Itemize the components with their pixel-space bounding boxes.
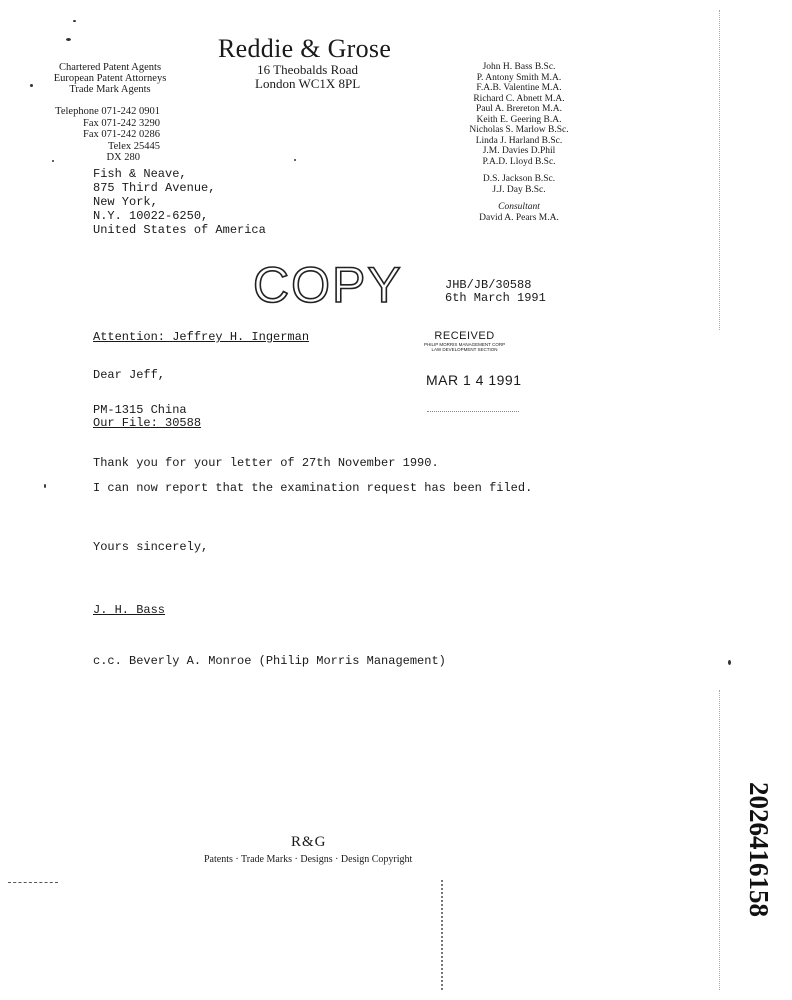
reference-code: JHB/JB/30588 [445,278,532,292]
subject-line: PM-1315 China [93,403,187,417]
partner: Keith E. Geering B.A. [476,114,562,125]
recipient-line: United States of America [93,223,266,237]
associate: D.S. Jackson B.Sc. [482,174,556,184]
partner: Linda J. Harland B.Sc. [475,135,563,146]
partner-list [456,62,582,223]
recipient-address [93,167,266,237]
signatory: J. H. Bass [93,603,166,617]
role-line: Trade Mark Agents [69,84,151,95]
scan-speck [294,159,296,161]
partner: P.A.D. Lloyd B.Sc. [482,156,556,167]
scan-speck [52,160,54,162]
recipient-line: New York, [93,195,158,209]
partner: J.M. Davies D.Phil [482,146,556,156]
partner: Richard C. Abnett M.A. [473,93,565,104]
attention-line: Attention: Jeffrey H. Ingerman [93,330,310,344]
salutation: Dear Jeff, [93,368,166,382]
partner: F.A.B. Valentine M.A. [476,83,562,93]
received-org: PHILIP MORRIS MANAGEMENT CORP [424,342,506,347]
copy-stamp-text: COPY [253,257,403,313]
scan-edge-noise [441,880,443,990]
body-paragraph: I can now report that the examination request has been filed. [93,481,533,495]
copy-stamp [251,257,403,313]
closing: Yours sincerely, [93,540,209,554]
body-paragraph: Thank you for your letter of 27th November 1990. [93,456,439,470]
role-line: European Patent Attorneys [53,73,167,84]
address-line-2: London WC1X 8PL [255,76,361,91]
fax-2: Fax 071-242 0286 [83,129,160,140]
scan-speck [728,660,731,665]
footer-logo: R&G [291,834,327,850]
scan-edge-noise [719,690,720,990]
contact-details [40,106,160,164]
file-reference: Our File: 30588 [93,416,202,430]
scan-speck [30,84,33,87]
recipient-line: 875 Third Avenue, [93,181,216,195]
consultant: David A. Pears M.A. [479,212,559,223]
reference-block [445,279,546,305]
role-line: Chartered Patent Agents [58,62,162,73]
firm-address [255,63,360,91]
cc-line: c.c. Beverly A. Monroe (Philip Morris Management) [93,654,446,668]
associate: J.J. Day B.Sc. [492,184,546,195]
received-title: RECEIVED [434,330,495,342]
firm-name: Reddie & Grose [218,34,392,63]
scan-speck [44,484,46,488]
telephone: Telephone 071-242 0901 [55,106,160,117]
firm-roles [40,62,180,95]
received-stamp [424,330,505,352]
partner: Paul A. Brereton M.A. [475,104,563,114]
received-section: LAW DEVELOPMENT SECTION [431,347,498,352]
footer-services: Patents · Trade Marks · Designs · Design Copyright [204,854,413,865]
partner: John H. Bass B.Sc. [482,62,556,72]
received-date: MAR 1 4 1991 [426,372,522,388]
fax-1: Fax 071-242 3290 [83,117,160,129]
stamp-smudge [427,409,519,412]
dx: DX 280 [106,152,140,163]
partner: Nicholas S. Marlow B.Sc. [469,125,569,135]
address-line-1: 16 Theobalds Road [257,62,359,77]
document-number-text: 2026416158 [744,782,774,917]
scan-speck [66,38,71,41]
consultant-label: Consultant [498,202,540,212]
subject-block [93,404,201,430]
letter-date: 6th March 1991 [445,291,546,305]
recipient-line: Fish & Neave, [93,167,187,181]
document-number [722,780,792,940]
partner: P. Antony Smith M.A. [476,72,562,83]
scan-edge-noise [719,10,720,330]
scan-edge-noise [8,882,58,883]
telex: Telex 25445 [107,140,160,152]
scan-speck [73,20,76,22]
recipient-line: N.Y. 10022-6250, [93,209,209,223]
